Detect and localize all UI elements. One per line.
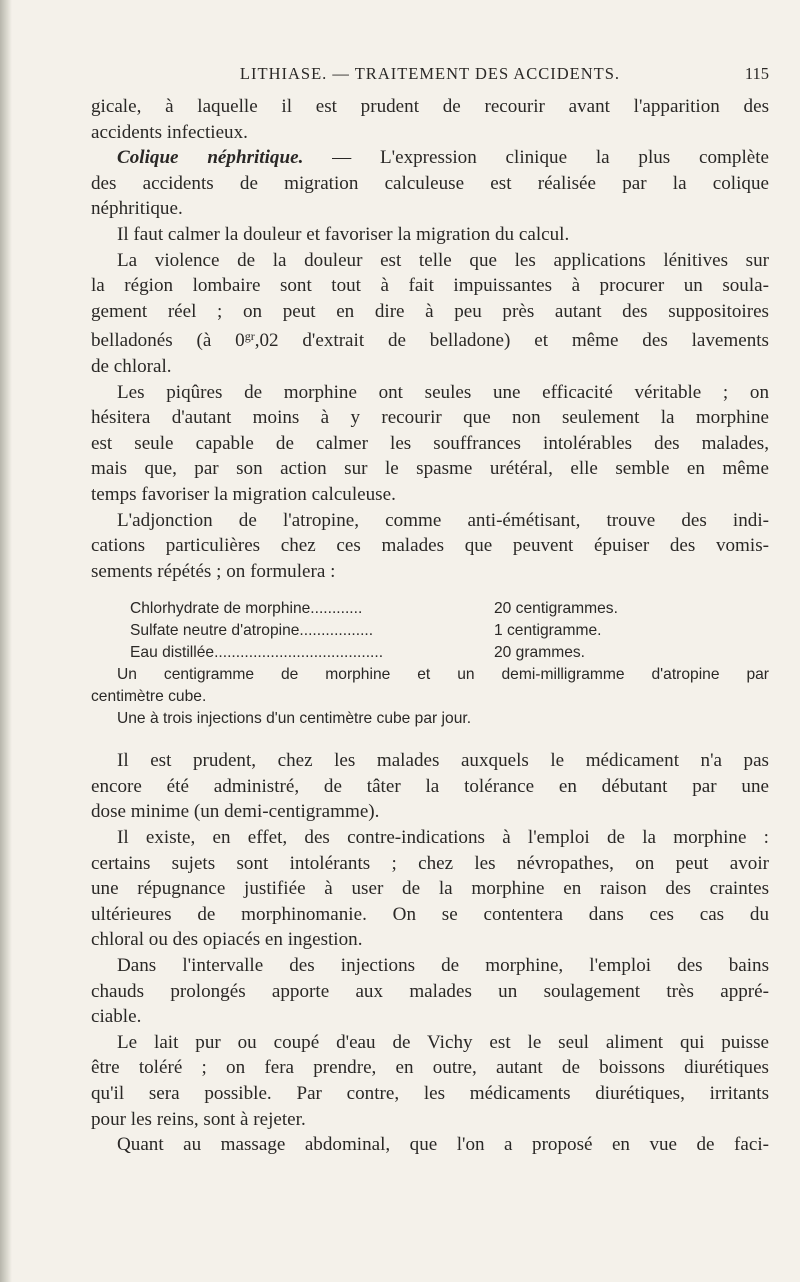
text-line: Le lait pur ou coupé d'eau de Vichy est le seul aliment qui puisse xyxy=(117,1031,769,1053)
text-line: La violence de la douleur est telle que les applications lénitives sur xyxy=(117,249,769,271)
paragraph-8 xyxy=(91,825,769,953)
text-line: chloral ou des opiacés en ingestion. xyxy=(91,929,363,951)
text-line: temps favoriser la migration calculeuse. xyxy=(91,483,396,505)
formula-quantity: 20 grammes. xyxy=(494,644,585,662)
running-title: LITHIASE. — TRAITEMENT DES ACCIDENTS. xyxy=(239,64,621,83)
paragraph-5 xyxy=(91,380,769,508)
text-fragment: belladonés (à 0 xyxy=(91,330,245,352)
section-heading: Colique néphritique. xyxy=(117,147,304,169)
page-number: 115 xyxy=(744,64,769,83)
prescription-formula xyxy=(91,598,666,664)
note-line: Une à trois injections d'un centimètre cube par jour. xyxy=(117,710,472,728)
text-line: gement réel ; on peut en dire à peu près autant des suppositoires xyxy=(91,300,769,322)
text-line: chauds prolongés apporte aux malades un soulagement très appré- xyxy=(91,980,769,1002)
text-line: certains sujets sont intolérants ; chez les névropathes, on peut avoir xyxy=(91,852,769,874)
text-line: néphritique. xyxy=(91,198,183,220)
text-line: Il est prudent, chez les malades auxquels le médicament n'a pas xyxy=(117,750,769,772)
note-line: centimètre cube. xyxy=(91,688,207,706)
text-line: Il existe, en effet, des contre-indications à l'emploi de la morphine : xyxy=(117,827,769,849)
text-line: de chloral. xyxy=(91,355,172,377)
text-line: pour les reins, sont à rejeter. xyxy=(91,1108,306,1130)
text-line: Il faut calmer la douleur et favoriser la migration du calcul. xyxy=(117,223,570,245)
paragraph-1 xyxy=(91,94,769,145)
paragraph-7 xyxy=(91,748,769,825)
text-line: est seule capable de calmer les souffrances intolérables des malades, xyxy=(91,432,769,454)
text-line: Dans l'intervalle des injections de morphine, l'emploi des bains xyxy=(117,955,769,977)
paragraph-3 xyxy=(91,222,769,248)
book-page xyxy=(91,60,769,1158)
text-line xyxy=(91,145,769,171)
text-line: accidents infectieux. xyxy=(91,121,248,143)
binding-edge xyxy=(0,0,12,1282)
text-line: la région lombaire sont tout à fait impuissantes à procurer un soula- xyxy=(91,275,769,297)
text-line: mais que, par son action sur le spasme urétéral, elle semble en même xyxy=(91,458,769,480)
text-fragment: — L'expression clinique la plus complète xyxy=(303,147,770,169)
text-line: ciable. xyxy=(91,1006,142,1028)
text-line: Quant au massage abdominal, que l'on a proposé en vue de faci- xyxy=(117,1134,769,1156)
paragraph-11 xyxy=(91,1132,769,1158)
formula-ingredient: Chlorhydrate de morphine............ xyxy=(130,600,363,618)
body-text xyxy=(91,94,769,584)
spacer xyxy=(91,730,769,748)
paragraph-colique-nephritique xyxy=(91,145,769,222)
paragraph-9 xyxy=(91,953,769,1030)
text-line: hésitera d'autant moins à y recourir que non seulement la morphine xyxy=(91,407,769,429)
body-text-continued xyxy=(91,748,769,1158)
text-line xyxy=(91,324,769,354)
superscript-unit: gr xyxy=(244,329,255,344)
text-line: cations particulières chez ces malades que peuvent épuiser des vomis- xyxy=(91,535,769,557)
text-line: dose minime (un demi-centigramme). xyxy=(91,801,380,823)
formula-row xyxy=(130,598,666,620)
text-line: être toléré ; on fera prendre, en outre, autant de boissons diurétiques xyxy=(91,1057,769,1079)
formula-quantity: 20 centigrammes. xyxy=(494,600,618,618)
formula-quantity: 1 centigramme. xyxy=(494,622,602,640)
text-line: ultérieures de morphinomanie. On se contentera dans ces cas du xyxy=(91,903,769,925)
text-line: des accidents de migration calculeuse est réalisée par la colique xyxy=(91,172,769,194)
text-line: L'adjonction de l'atropine, comme anti-émétisant, trouve des indi- xyxy=(117,509,769,531)
formula-ingredient: Sulfate neutre d'atropine................. xyxy=(130,622,374,640)
formula-note xyxy=(91,664,769,730)
text-line: qu'il sera possible. Par contre, les médicaments diurétiques, irritants xyxy=(91,1083,769,1104)
formula-ingredient: Eau distillée....................................... xyxy=(130,644,384,662)
text-line: Les piqûres de morphine ont seules une efficacité véritable ; on xyxy=(117,381,769,403)
running-head xyxy=(91,60,769,94)
text-line: gicale, à laquelle il est prudent de recourir avant l'apparition des xyxy=(91,96,769,117)
note-line: Un centigramme de morphine et un demi-milligramme d'atropine par xyxy=(117,666,769,684)
paragraph-6 xyxy=(91,508,769,585)
formula-row xyxy=(130,642,666,664)
formula-row xyxy=(130,620,666,642)
paragraph-4 xyxy=(91,248,769,380)
text-line: sements répétés ; on formulera : xyxy=(91,560,336,582)
text-line: une répugnance justifiée à user de la morphine en raison des craintes xyxy=(91,878,769,900)
paragraph-10 xyxy=(91,1030,769,1132)
text-line: encore été administré, de tâter la tolérance en débutant par une xyxy=(91,775,769,797)
text-fragment: ,02 d'extrait de belladone) et même des lavements xyxy=(254,330,769,352)
